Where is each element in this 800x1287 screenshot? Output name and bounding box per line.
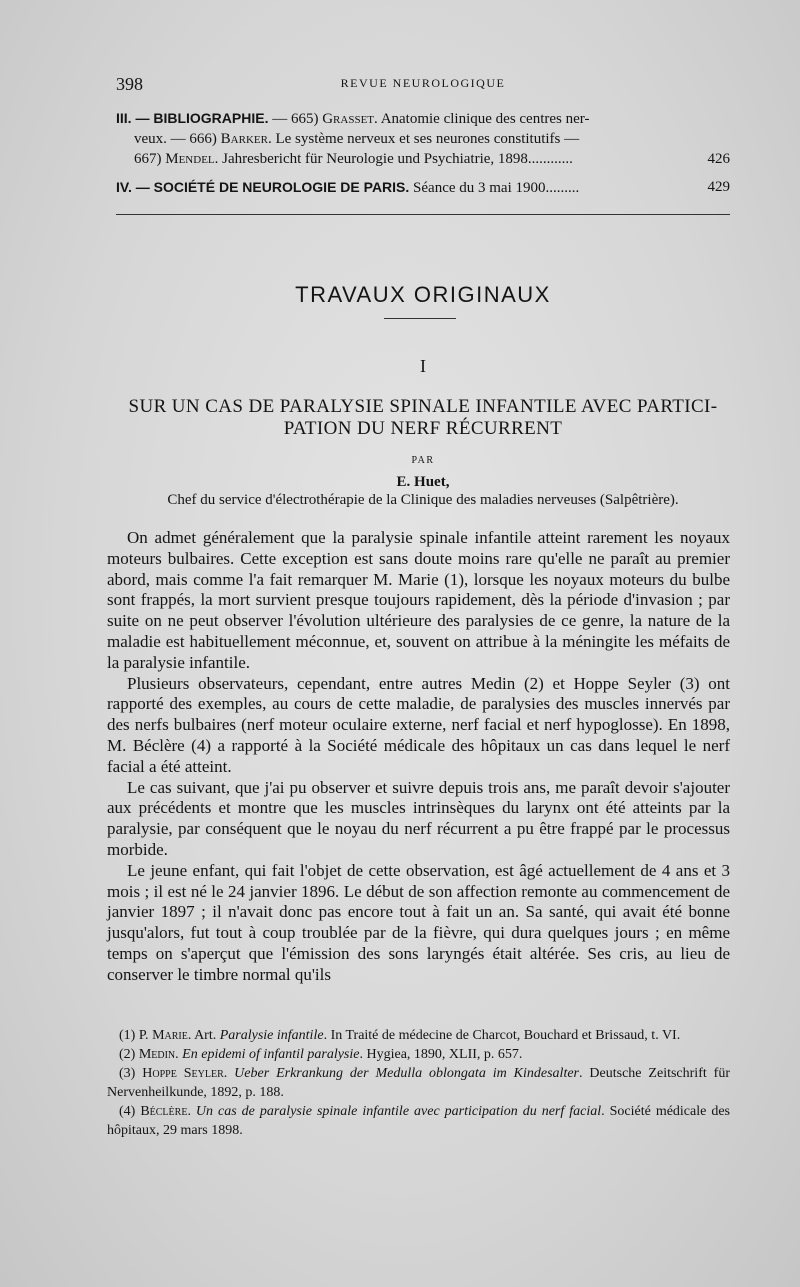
heading-underline [384,318,456,319]
page-number: 398 [116,74,143,94]
footnote-text: . [223,1066,235,1081]
footnote-text: . Deutsche Zeitschrift für Nervenheilkunde, 1892, p. 188. [107,1066,730,1100]
article-title-line: SUR UN CAS DE PARALYSIE SPINALE INFANTILE AVEC PARTICI- [128,396,718,417]
footnote-author: Hoppe Seyler [142,1066,224,1081]
page-header [116,74,730,94]
toc-iii-text: veux. — 666) [134,131,221,147]
toc-iii-text: . Anatomie clinique des centres ner- [374,111,590,127]
article-number: I [420,356,426,376]
toc-iii-label: III. — BIBLIOGRAPHIE. [116,110,269,126]
footnote-work: Ueber Erkrankung der Medulla oblongata im Kindesalter [234,1066,579,1081]
body-paragraph: Le cas suivant, que j'ai pu observer et suivre depuis trois ans, me paraît devoir s'ajouter aux précédents et montre que les muscles intrinsèques du larynx ont été atteints par la paralysie, par conséquent que le noyau du nerf récurrent a pu être frappé par le processus morbide. [107,777,730,859]
footnote-text: . Société médicale des hôpitaux, 29 mars 1898. [107,1104,730,1138]
article-body [107,528,730,986]
article-title-line: PATION DU NERF RÉCURRENT [283,418,563,439]
footnote-text: . [175,1047,183,1062]
footnote-text: . Art. [187,1028,220,1043]
footnote-1 [107,1026,730,1045]
footnote-work: En epidemi of infantil paralysie [182,1047,360,1062]
toc-iii-page: 426 [707,151,730,167]
footnote-3 [107,1064,730,1102]
toc-iv-text: Séance du 3 mai 1900......... [409,180,580,196]
toc-iii-text: . Jahresbericht für Neurologie und Psychiatrie, 1898............ [214,151,573,167]
toc-section-iii [116,108,730,169]
toc-author: Barker [220,131,268,147]
footnote-text: . Hygiea, 1890, XLII, p. 657. [359,1047,523,1062]
author-name: E. Huet, [396,474,450,490]
footnote-text: (1) P. [119,1028,153,1043]
by-line: PAR [411,455,435,466]
footnote-4 [107,1102,730,1140]
footnote-text: . In Traité de médecine de Charcot, Bouchard et Brissaud, t. VI. [323,1028,681,1043]
running-head: REVUE NEUROLOGIQUE [340,76,506,90]
body-paragraph: Plusieurs observateurs, cependant, entre autres Medin (2) et Hoppe Seyler (3) ont rapporté des exemples, au cours de cette maladie, de paralysies des muscles innervés par des nerfs bulbaires (nerf moteur oculaire externe, nerf facial et nerf hypoglosse). En 1898, M. Béclère (4) a rapporté à la Société médicale des hôpitaux un cas dans lequel le nerf facial a été atteint. [107,673,730,776]
toc-iii-text: . Le système nerveux et ses neurones constitutifs — [267,131,580,147]
author-affiliation: Chef du service d'électrothérapie de la Clinique des maladies nerveuses (Salpêtrière). [167,492,679,508]
footnote-text: (2) [119,1047,139,1062]
footnote-work: Un cas de paralysie spinale infantile avec participation du nerf facial [195,1104,602,1119]
footnote-text: (4) [119,1104,141,1119]
toc-iii-text: 667) [134,151,166,167]
toc-author: Grasset [322,111,375,127]
footnote-work: Paralysie infantile [219,1028,324,1043]
footnote-author: Marie [152,1028,188,1043]
footnote-author: Medin [138,1047,176,1062]
footnote-2 [107,1045,730,1064]
footnote-text: . [187,1104,196,1119]
body-paragraph: Le jeune enfant, qui fait l'objet de cette observation, est âgé actuellement de 4 ans et 3 mois ; il est né le 24 janvier 1896. Le début de son affection remonte au commencement de janvier 1897 ; il n'avait donc pas encore tout à fait un an. Sa santé, qui avait été bonne jusqu'alors, fut tout à coup troublée par de la fièvre, qui dura quelques jours ; en même temps on s'aperçut que l'émission des sons laryngés était altérée. Ses cris, au lieu de conserver le timbre normal qu'ils [107,860,730,984]
divider-rule [116,214,730,215]
toc-section-iv [116,177,730,198]
footnote-text: (3) [119,1066,143,1081]
toc-iv-label: IV. — SOCIÉTÉ DE NEUROLOGIE DE PARIS. [116,179,410,195]
toc-iv-page: 429 [707,179,730,195]
article-title [116,396,730,440]
footnotes [107,1026,730,1140]
body-paragraph: On admet généralement que la paralysie spinale infantile atteint rarement les noyaux moteurs bulbaires. Cette exception est sans doute moins rare qu'elle ne paraît au premier abord, mais comme l'a fait remarquer M. Marie (1), lorsque les noyaux moteurs du bulbe sont frappés, la mort survient presque toujours rapidement, dès la période d'invasion ; par suite on ne peut observer l'évolution ultérieure des paralysies de ce genre, la nature de la maladie est habituellement méconnue, et, souvent on attribue à la méningite les méfaits de la paralysie infantile. [107,528,730,672]
toc-author: Mendel [165,151,215,167]
toc-iii-text: — 665) [268,111,323,127]
section-heading: TRAVAUX ORIGINAUX [295,282,551,307]
footnote-author: Béclère [140,1104,188,1119]
